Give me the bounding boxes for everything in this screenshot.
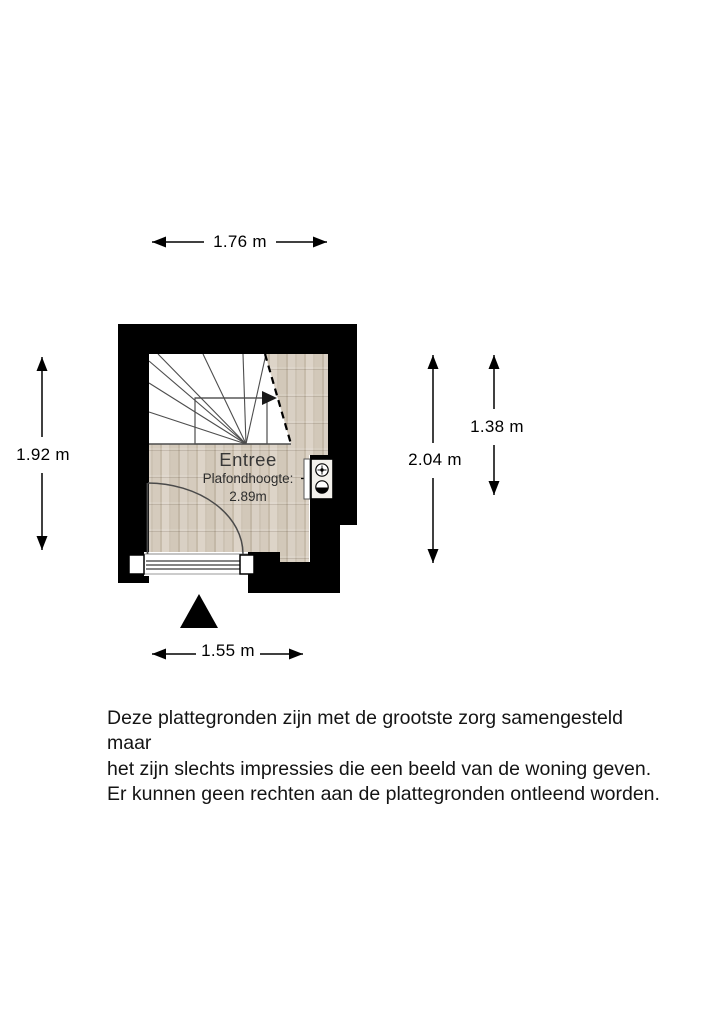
disclaimer-line: het zijn slechts impressies die een beeld van de woning geven. xyxy=(107,757,652,780)
dimension-label-bottom: 1.55 m xyxy=(201,641,255,660)
threshold xyxy=(129,552,254,576)
dimension-label-top: 1.76 m xyxy=(213,232,267,251)
room-name-label: Entree xyxy=(219,449,277,470)
ceiling-height-label: Plafondhoogte: xyxy=(202,471,294,486)
dimension-label-left: 1.92 m xyxy=(16,445,70,464)
disclaimer-text xyxy=(107,706,667,808)
dimension-label-right-outer: 1.38 m xyxy=(470,417,524,436)
disclaimer-line: Deze plattegronden zijn met de grootste zorg samengesteld maar xyxy=(107,707,623,755)
ceiling-height-value: 2.89m xyxy=(229,489,267,504)
dimension-label-right-inner: 2.04 m xyxy=(408,450,462,469)
disclaimer-line: Er kunnen geen rechten aan de plattegronden ontleend worden. xyxy=(107,783,660,806)
entrance-marker-icon xyxy=(180,594,218,628)
